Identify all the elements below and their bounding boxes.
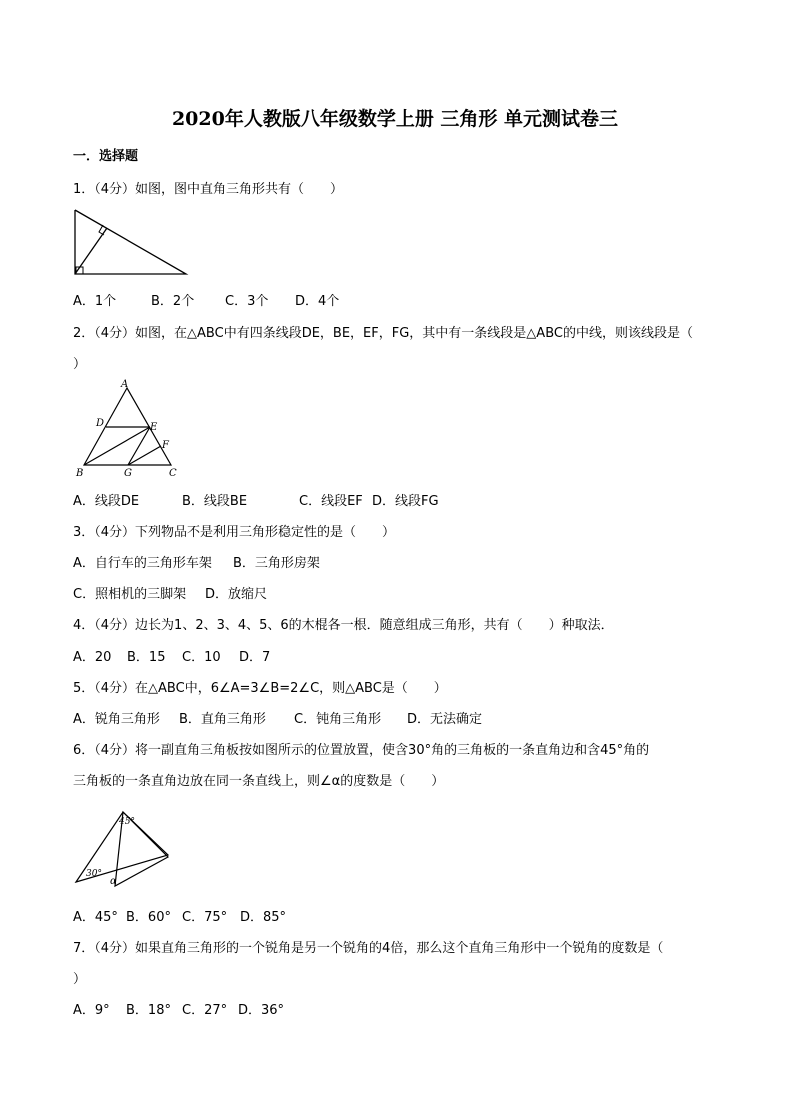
question-1-option-d[interactable]: D．4个 bbox=[295, 294, 340, 309]
question-6-option-b[interactable]: B．60° bbox=[126, 910, 171, 925]
question-7-option-c[interactable]: C．27° bbox=[182, 1003, 228, 1018]
question-6-option-c[interactable]: C．75° bbox=[182, 910, 228, 925]
question-3-option-c[interactable]: C．照相机的三脚架 bbox=[73, 587, 187, 602]
right-triangle-outline bbox=[75, 210, 186, 274]
question-2-option-c[interactable]: C．线段EF bbox=[299, 494, 363, 509]
label-30-degree: 30° bbox=[86, 869, 102, 879]
question-4-option-a[interactable]: A．20 bbox=[73, 650, 112, 665]
label-a: A bbox=[121, 379, 129, 390]
question-1-option-a[interactable]: A．1个 bbox=[73, 294, 117, 309]
question-1-option-b[interactable]: B．2个 bbox=[151, 294, 195, 309]
question-6-option-d[interactable]: D．85° bbox=[240, 910, 287, 925]
question-1-stem: 1．（4分）如图，图中直角三角形共有（ ） bbox=[73, 182, 344, 197]
question-6-stem-cont: 三角板的一条直角边放在同一条直线上，则∠α的度数是（ ） bbox=[73, 774, 445, 789]
question-2-stem-cont: ） bbox=[73, 357, 87, 372]
question-2-option-a[interactable]: A．线段DE bbox=[73, 494, 140, 509]
question-3-option-a[interactable]: A．自行车的三角形车架 bbox=[73, 556, 212, 571]
question-4-option-c[interactable]: C．10 bbox=[182, 650, 221, 665]
question-1-option-c[interactable]: C．3个 bbox=[225, 294, 269, 309]
label-alpha: α bbox=[110, 876, 117, 887]
question-4-option-d[interactable]: D．7 bbox=[239, 650, 271, 665]
question-7-stem-cont: ） bbox=[73, 972, 87, 987]
question-2-figure bbox=[70, 378, 185, 478]
page-title: 2020年人教版八年级数学上册 三角形 单元测试卷三 bbox=[171, 108, 619, 130]
question-5-stem: 5．（4分）在△ABC中，6∠A=3∠B=2∠C，则△ABC是（ ） bbox=[73, 681, 447, 696]
question-4-option-b[interactable]: B．15 bbox=[127, 650, 166, 665]
label-b: B bbox=[76, 468, 84, 479]
label-c: C bbox=[169, 468, 177, 479]
question-5-option-a[interactable]: A．锐角三角形 bbox=[73, 712, 160, 727]
label-45-degree: 45° bbox=[119, 817, 135, 827]
label-e: E bbox=[150, 422, 158, 433]
question-5-option-d[interactable]: D．无法确定 bbox=[407, 712, 483, 727]
question-5-option-c[interactable]: C．钝角三角形 bbox=[294, 712, 382, 727]
question-5-option-b[interactable]: B．直角三角形 bbox=[179, 712, 266, 727]
question-7-option-b[interactable]: B．18° bbox=[126, 1003, 171, 1018]
question-6-stem: 6．（4分）将一副直角三角板按如图所示的位置放置，使含30°角的三角板的一条直角边和含45°角的 bbox=[73, 743, 650, 758]
question-2-stem: 2．（4分）如图，在△ABC中有四条线段DE，BE，EF，FG，其中有一条线段是△ABC的中线，则该线段是（ bbox=[73, 326, 693, 341]
question-1-figure bbox=[70, 205, 195, 280]
segment-be bbox=[84, 427, 150, 465]
section-heading: 一．选择题 bbox=[73, 149, 139, 164]
question-7-option-a[interactable]: A．9° bbox=[73, 1003, 110, 1018]
question-3-stem: 3．（4分）下列物品不是利用三角形稳定性的是（ ） bbox=[73, 525, 396, 540]
question-3-option-d[interactable]: D．放缩尺 bbox=[205, 587, 268, 602]
label-g: G bbox=[124, 468, 132, 479]
question-7-stem: 7．（4分）如果直角三角形的一个锐角是另一个锐角的4倍，那么这个直角三角形中一个锐角的度数是（ bbox=[73, 941, 664, 956]
question-7-option-d[interactable]: D．36° bbox=[238, 1003, 285, 1018]
label-f: F bbox=[162, 440, 169, 451]
question-2-option-d[interactable]: D．线段FG bbox=[372, 494, 439, 509]
question-6-option-a[interactable]: A．45° bbox=[73, 910, 118, 925]
label-d: D bbox=[96, 418, 105, 429]
question-2-option-b[interactable]: B．线段BE bbox=[182, 494, 248, 509]
question-3-option-b[interactable]: B．三角形房架 bbox=[233, 556, 320, 571]
question-4-stem: 4．（4分）边长为1、2、3、4、5、6的木棍各一根．随意组成三角形，共有（ ）种取法． bbox=[73, 618, 614, 633]
question-6-figure bbox=[70, 800, 175, 890]
